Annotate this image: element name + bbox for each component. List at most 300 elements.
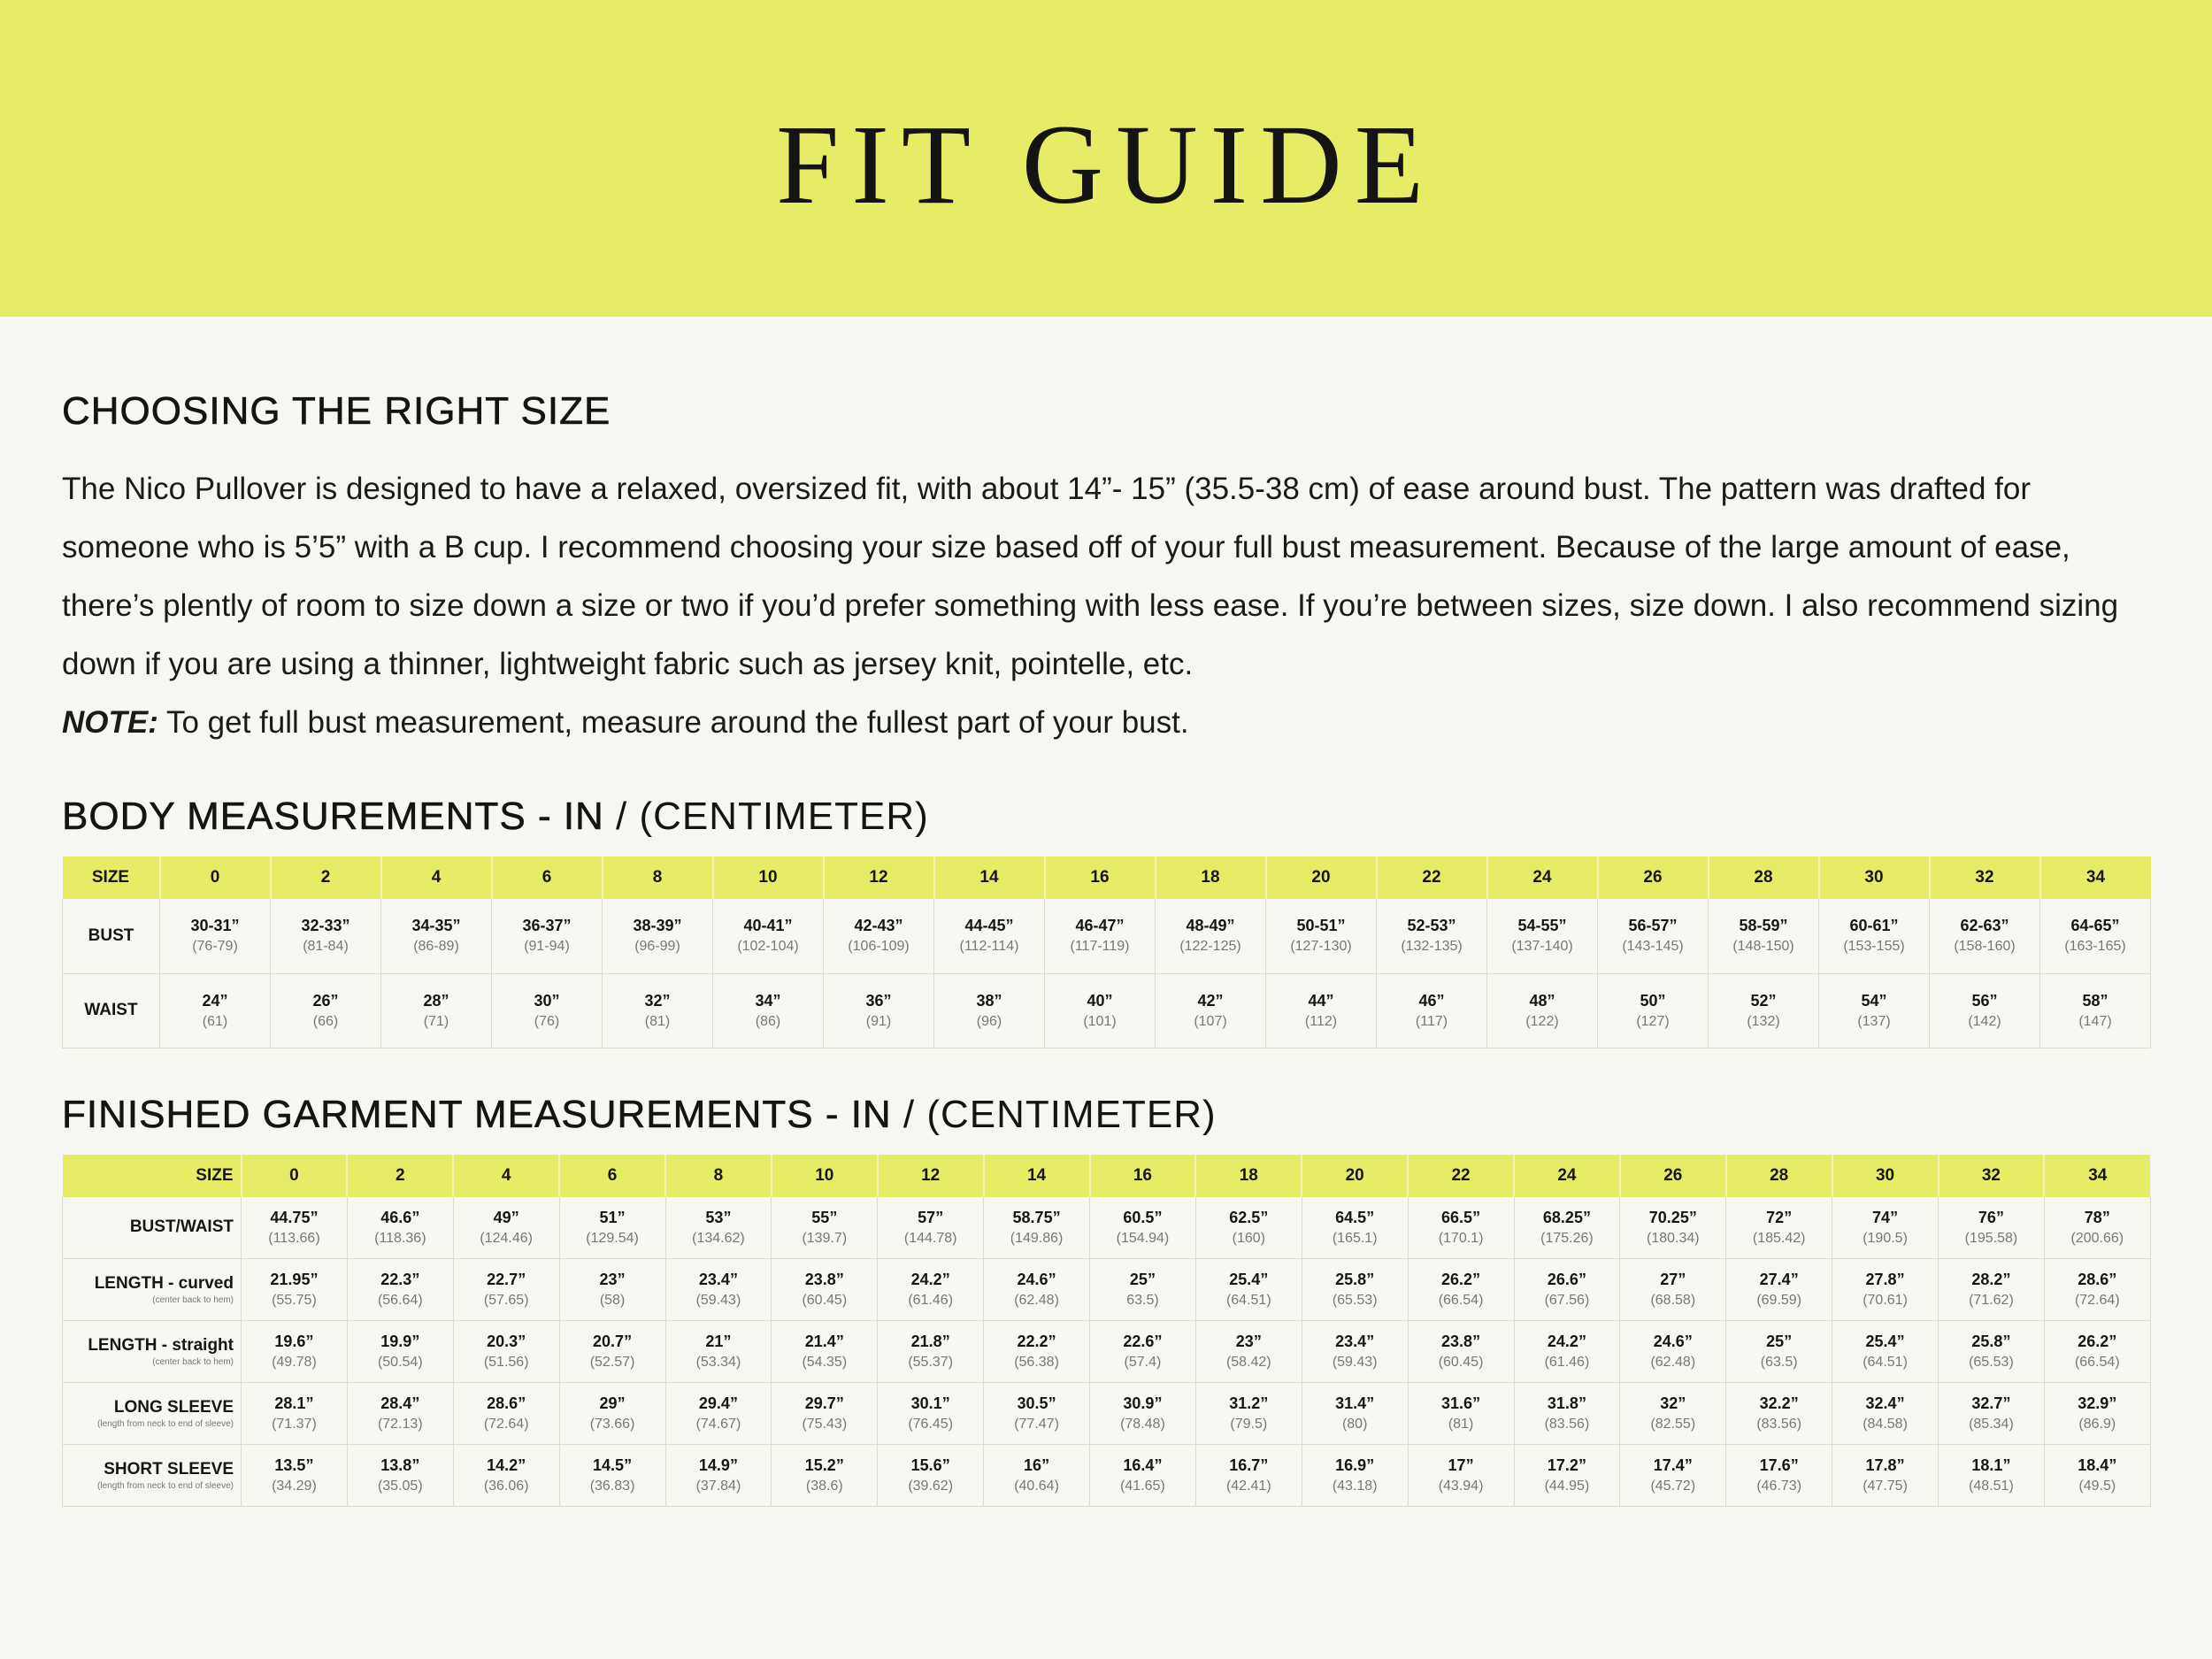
row-label xyxy=(63,1321,242,1383)
cm-value: (73.66) xyxy=(589,1417,635,1432)
cm-value: (112) xyxy=(1304,1013,1338,1029)
measurement-cell xyxy=(2040,973,2151,1048)
measurement-cell xyxy=(603,899,713,973)
size-column-header: 6 xyxy=(492,856,603,899)
cm-value: (56.38) xyxy=(1014,1355,1059,1370)
cm-value: (66) xyxy=(312,1013,339,1029)
cm-value: (82.55) xyxy=(1650,1417,1696,1432)
measurement-cell xyxy=(1195,1383,1302,1445)
measurement-cell xyxy=(1832,1383,1939,1445)
inch-value: 28.1” xyxy=(274,1394,314,1412)
table-row xyxy=(63,899,2151,973)
measurement-cell xyxy=(1930,899,2040,973)
cm-value: (122-125) xyxy=(1179,939,1241,955)
cm-value: (63.5) xyxy=(1760,1355,1798,1370)
size-column-header: 2 xyxy=(271,856,381,899)
inch-value: 58-59” xyxy=(1739,917,1788,935)
measurement-cell xyxy=(347,1321,453,1383)
measurement-cell xyxy=(772,1383,878,1445)
table-row xyxy=(63,1197,2151,1259)
measurement-cell xyxy=(1408,1383,1514,1445)
cm-value: (96-99) xyxy=(634,939,680,955)
inch-value: 30-31” xyxy=(190,917,240,935)
cm-value: (85.34) xyxy=(1969,1417,2014,1432)
cm-value: (58.42) xyxy=(1225,1355,1271,1370)
row-label-text: BUST/WAIST xyxy=(129,1217,234,1237)
cm-value: (76.45) xyxy=(908,1417,954,1432)
cm-value: (132-135) xyxy=(1401,939,1463,955)
inch-value: 16.4” xyxy=(1123,1456,1163,1474)
inch-value: 40-41” xyxy=(743,917,793,935)
inch-value: 25.4” xyxy=(1865,1333,1905,1350)
size-column-header: 2 xyxy=(347,1155,453,1197)
cm-value: (40.64) xyxy=(1014,1479,1059,1494)
measurement-cell xyxy=(1408,1197,1514,1259)
measurement-cell xyxy=(984,1383,1090,1445)
inch-value: 49” xyxy=(493,1208,519,1226)
inch-value: 57” xyxy=(918,1208,944,1226)
inch-value: 44-45” xyxy=(964,917,1014,935)
inch-value: 23.4” xyxy=(1335,1333,1375,1350)
inch-value: 17.6” xyxy=(1759,1456,1799,1474)
cm-value: (122) xyxy=(1525,1013,1559,1029)
inch-value: 31.4” xyxy=(1335,1394,1375,1412)
cm-value: (47.75) xyxy=(1863,1479,1908,1494)
measurement-cell xyxy=(347,1259,453,1321)
measurement-cell xyxy=(665,1383,772,1445)
note-label: NOTE: xyxy=(62,705,158,740)
inch-value: 25.8” xyxy=(1335,1271,1375,1288)
size-column-header: 30 xyxy=(1819,856,1930,899)
cm-value: (134.62) xyxy=(692,1230,745,1246)
inch-value: 34” xyxy=(755,991,781,1010)
measurement-cell xyxy=(1514,1321,1620,1383)
cm-value: (86) xyxy=(755,1013,781,1029)
measurement-cell xyxy=(242,1321,348,1383)
measurement-cell xyxy=(1090,1197,1196,1259)
cm-value: (113.66) xyxy=(268,1230,320,1246)
cm-value: (124.46) xyxy=(480,1230,533,1246)
cm-value: (144.78) xyxy=(903,1230,957,1246)
measurement-cell xyxy=(1195,1321,1302,1383)
inch-value: 42” xyxy=(1197,991,1224,1010)
cm-value: (62.48) xyxy=(1014,1293,1059,1308)
cm-value: (66.54) xyxy=(1438,1293,1484,1308)
inch-value: 23.4” xyxy=(698,1271,738,1288)
measurement-cell xyxy=(1156,899,1266,973)
garment-measurements-heading xyxy=(62,1093,2150,1137)
inch-value: 17.2” xyxy=(1547,1456,1586,1474)
inch-value: 23” xyxy=(599,1271,626,1288)
size-column-header: 8 xyxy=(665,1155,772,1197)
cm-value: (50.54) xyxy=(377,1355,423,1370)
measurement-cell xyxy=(1266,899,1377,973)
inch-value: 30.9” xyxy=(1123,1394,1163,1412)
inch-value: 26” xyxy=(312,991,339,1010)
measurement-cell xyxy=(453,1383,559,1445)
measurement-cell xyxy=(665,1445,772,1507)
cm-value: (81) xyxy=(1448,1417,1474,1432)
intro-heading: CHOOSING THE RIGHT SIZE xyxy=(62,389,611,433)
measurement-cell xyxy=(1726,1383,1832,1445)
inch-value: 32.4” xyxy=(1865,1394,1905,1412)
cm-value: (42.41) xyxy=(1225,1479,1271,1494)
inch-value: 53” xyxy=(705,1208,732,1226)
size-column-header: 34 xyxy=(2085,868,2106,887)
cm-value: (53.34) xyxy=(695,1355,741,1370)
measurement-cell xyxy=(492,899,603,973)
inch-value: 32” xyxy=(644,991,671,1010)
inch-value: 76” xyxy=(1978,1208,2004,1226)
cm-value: (34.29) xyxy=(272,1479,317,1494)
measurement-cell xyxy=(1377,973,1487,1048)
inch-value: 32.7” xyxy=(1971,1394,2011,1412)
cm-value: (37.84) xyxy=(695,1479,741,1494)
cm-value: (71.62) xyxy=(1969,1293,2014,1308)
measurement-cell xyxy=(1090,1321,1196,1383)
inch-value: 14.9” xyxy=(698,1456,738,1474)
measurement-cell xyxy=(1939,1321,2045,1383)
inch-value: 26.6” xyxy=(1547,1271,1586,1288)
garment-heading-bold: FINISHED GARMENT MEASUREMENTS - IN xyxy=(62,1092,892,1136)
cm-value: (56.64) xyxy=(377,1293,423,1308)
cm-value: (91-94) xyxy=(524,939,570,955)
measurement-cell xyxy=(1598,973,1709,1048)
garment-measurements-table xyxy=(62,1155,2151,1508)
cm-value: (137) xyxy=(1857,1013,1891,1029)
intro-body: The Nico Pullover is designed to have a relaxed, oversized fit, with about 14”- 15” (35.5-38 cm) of ease around bust. The pattern was drafted for someone who is 5’5” with a B cup. I recommend choosing your size based off of your full bust measurement. Because of the large amount of ease, there’s plently of room to size down a size or two if you’d prefer something with less ease. If you’re between sizes, size down. I also recommend sizing down if you are using a thinner, lightweight fabric such as jersey knit, pointelle, etc. xyxy=(62,472,2119,681)
measurement-cell xyxy=(492,973,603,1048)
inch-value: 25.4” xyxy=(1229,1271,1269,1288)
cm-value: (48.51) xyxy=(1969,1479,2014,1494)
inch-value: 17.4” xyxy=(1653,1456,1693,1474)
inch-value: 46-47” xyxy=(1075,917,1125,935)
garment-measurements-section xyxy=(62,1093,2150,1508)
cm-value: (165.1) xyxy=(1332,1230,1378,1246)
measurement-cell xyxy=(1939,1383,2045,1445)
measurement-cell xyxy=(878,1259,984,1321)
inch-value: 19.6” xyxy=(274,1333,314,1350)
cm-value: (61.46) xyxy=(908,1293,954,1308)
inch-value: 23.8” xyxy=(1441,1333,1481,1350)
cm-value: (57.65) xyxy=(483,1293,529,1308)
row-label-text: BUST xyxy=(88,926,134,945)
measurement-cell xyxy=(1514,1197,1620,1259)
inch-value: 30” xyxy=(534,991,560,1010)
cm-value: (149.86) xyxy=(1010,1230,1064,1246)
body-measurements-section xyxy=(62,795,2150,1048)
size-column-header: 16 xyxy=(1090,1155,1196,1197)
cm-value: (160) xyxy=(1232,1230,1265,1246)
table-row xyxy=(63,1259,2151,1321)
cm-value: (35.05) xyxy=(377,1479,423,1494)
cm-value: (45.72) xyxy=(1650,1479,1696,1494)
inch-value: 32-33” xyxy=(301,917,350,935)
intro-text xyxy=(62,460,2150,752)
measurement-cell xyxy=(347,1383,453,1445)
inch-value: 62-63” xyxy=(1960,917,2009,935)
measurement-cell xyxy=(1156,973,1266,1048)
measurement-cell xyxy=(1302,1259,1408,1321)
measurement-cell xyxy=(1090,1445,1196,1507)
inch-value: 24.6” xyxy=(1017,1271,1056,1288)
cm-value: (74.67) xyxy=(695,1417,741,1432)
cm-value: (60.45) xyxy=(1438,1355,1484,1370)
cm-value: (106-109) xyxy=(848,939,910,955)
size-column-header: 24 xyxy=(1514,1155,1620,1197)
cm-value: (83.56) xyxy=(1756,1417,1802,1432)
measurement-cell xyxy=(665,1197,772,1259)
cm-value: (80) xyxy=(1341,1417,1368,1432)
cm-value: (81-84) xyxy=(303,939,349,955)
measurement-cell xyxy=(1195,1445,1302,1507)
cm-value: (54.35) xyxy=(802,1355,848,1370)
inch-value: 21” xyxy=(705,1333,732,1350)
size-column-header: 30 xyxy=(1832,1155,1939,1197)
inch-value: 60.5” xyxy=(1123,1208,1163,1226)
cm-value: (175.26) xyxy=(1540,1230,1594,1246)
size-column-header: 0 xyxy=(242,1155,348,1197)
measurement-cell xyxy=(984,1197,1090,1259)
inch-value: 23” xyxy=(1235,1333,1262,1350)
measurement-cell xyxy=(453,1197,559,1259)
cm-value: 63.5) xyxy=(1126,1293,1159,1308)
measurement-cell xyxy=(772,1259,878,1321)
page-title: FIT GUIDE xyxy=(776,101,1436,227)
measurement-cell xyxy=(1832,1445,1939,1507)
measurement-cell xyxy=(984,1259,1090,1321)
inch-value: 20.7” xyxy=(593,1333,633,1350)
cm-value: (44.95) xyxy=(1544,1479,1590,1494)
inch-value: 25” xyxy=(1129,1271,1156,1288)
cm-value: (65.53) xyxy=(1332,1293,1378,1308)
row-label-text: LONG SLEEVE xyxy=(113,1398,234,1417)
inch-value: 14.5” xyxy=(593,1456,633,1474)
size-column-header: 20 xyxy=(1266,856,1377,899)
measurement-cell xyxy=(453,1445,559,1507)
size-column-header: 14 xyxy=(934,856,1045,899)
cm-value: (180.34) xyxy=(1647,1230,1700,1246)
measurement-cell xyxy=(984,1445,1090,1507)
inch-value: 24.6” xyxy=(1653,1333,1693,1350)
cm-value: (200.66) xyxy=(2070,1230,2124,1246)
measurement-cell xyxy=(2044,1383,2150,1445)
inch-value: 54-55” xyxy=(1517,917,1567,935)
measurement-cell xyxy=(381,973,492,1048)
measurement-cell xyxy=(2044,1445,2150,1507)
measurement-cell xyxy=(1620,1445,1726,1507)
size-column-header: 10 xyxy=(713,856,824,899)
measurement-cell xyxy=(772,1445,878,1507)
inch-value: 40” xyxy=(1087,991,1113,1010)
measurement-cell xyxy=(1819,899,1930,973)
measurement-cell xyxy=(453,1259,559,1321)
size-column-header: 0 xyxy=(160,856,271,899)
measurement-cell xyxy=(1726,1197,1832,1259)
inch-value: 27.8” xyxy=(1865,1271,1905,1288)
inch-value: 22.2” xyxy=(1017,1333,1056,1350)
inch-value: 29.7” xyxy=(804,1394,844,1412)
measurement-cell xyxy=(160,973,271,1048)
inch-value: 30.1” xyxy=(910,1394,950,1412)
measurement-cell xyxy=(1819,973,1930,1048)
row-label xyxy=(63,1197,242,1259)
inch-value: 46.6” xyxy=(380,1208,420,1226)
measurement-cell xyxy=(2044,1321,2150,1383)
cm-value: (52.57) xyxy=(589,1355,635,1370)
size-column-header: 12 xyxy=(824,856,934,899)
row-label xyxy=(63,973,160,1048)
inch-value: 56-57” xyxy=(1628,917,1678,935)
inch-value: 31.8” xyxy=(1547,1394,1586,1412)
cm-value: (96) xyxy=(976,1013,1002,1029)
cm-value: (127-130) xyxy=(1290,939,1352,955)
size-column-header: 20 xyxy=(1302,1155,1408,1197)
size-column-header: 32 xyxy=(1939,1155,2045,1197)
measurement-cell xyxy=(1408,1259,1514,1321)
inch-value: 34-35” xyxy=(411,917,461,935)
cm-value: (139.7) xyxy=(802,1230,848,1246)
measurement-cell xyxy=(824,899,934,973)
cm-value: (86.9) xyxy=(2078,1417,2116,1432)
cm-value: (39.62) xyxy=(908,1479,954,1494)
inch-value: 78” xyxy=(2084,1208,2110,1226)
inch-value: 22.6” xyxy=(1123,1333,1163,1350)
measurement-cell xyxy=(1939,1259,2045,1321)
inch-value: 29” xyxy=(599,1394,626,1412)
inch-value: 55” xyxy=(811,1208,838,1226)
measurement-cell xyxy=(1514,1445,1620,1507)
cm-value: (36.83) xyxy=(589,1479,635,1494)
measurement-cell xyxy=(878,1383,984,1445)
size-column-header: 22 xyxy=(1408,1155,1514,1197)
inch-value: 52” xyxy=(1750,991,1777,1010)
measurement-cell xyxy=(1832,1259,1939,1321)
size-column-header: 6 xyxy=(559,1155,665,1197)
size-column-header: 4 xyxy=(453,1155,559,1197)
inch-value: 58.75” xyxy=(1012,1208,1061,1226)
inch-value: 17.8” xyxy=(1865,1456,1905,1474)
size-column-header: 16 xyxy=(1045,856,1156,899)
cm-value: (62.48) xyxy=(1650,1355,1696,1370)
inch-value: 52-53” xyxy=(1407,917,1456,935)
row-label-text: LENGTH - curved xyxy=(94,1274,234,1293)
inch-value: 21.95” xyxy=(270,1271,319,1288)
inch-value: 62.5” xyxy=(1229,1208,1269,1226)
cm-value: (61) xyxy=(202,1013,228,1029)
measurement-cell xyxy=(772,1321,878,1383)
measurement-cell xyxy=(242,1197,348,1259)
inch-value: 38-39” xyxy=(633,917,682,935)
size-column-header: 18 xyxy=(1195,1155,1302,1197)
inch-value: 36-37” xyxy=(522,917,572,935)
measurement-cell xyxy=(347,1197,453,1259)
measurement-cell xyxy=(984,1321,1090,1383)
measurement-cell xyxy=(160,899,271,973)
inch-value: 64.5” xyxy=(1335,1208,1375,1226)
cm-value: (185.42) xyxy=(1752,1230,1806,1246)
measurement-cell xyxy=(1930,973,2040,1048)
inch-value: 56” xyxy=(1971,991,1998,1010)
row-label xyxy=(63,1383,242,1445)
cm-value: (51.56) xyxy=(483,1355,529,1370)
measurement-cell xyxy=(1266,973,1377,1048)
cm-value: (132) xyxy=(1747,1013,1780,1029)
measurement-cell xyxy=(878,1321,984,1383)
cm-value: (59.43) xyxy=(1332,1355,1378,1370)
cm-value: (71.37) xyxy=(272,1417,317,1432)
inch-value: 24” xyxy=(202,991,228,1010)
cm-value: (46.73) xyxy=(1756,1479,1802,1494)
cm-value: (69.59) xyxy=(1756,1293,1802,1308)
measurement-cell xyxy=(1408,1445,1514,1507)
measurement-cell xyxy=(1302,1197,1408,1259)
measurement-cell xyxy=(1726,1321,1832,1383)
cm-value: (142) xyxy=(1968,1013,2001,1029)
cm-value: (117) xyxy=(1415,1013,1448,1029)
inch-value: 26.2” xyxy=(2078,1333,2117,1350)
cm-value: (112-114) xyxy=(959,939,1019,955)
measurement-cell xyxy=(1408,1321,1514,1383)
table-row xyxy=(63,1445,2151,1507)
inch-value: 15.6” xyxy=(910,1456,950,1474)
cm-value: (67.56) xyxy=(1544,1293,1590,1308)
measurement-cell xyxy=(878,1197,984,1259)
measurement-cell xyxy=(1709,899,1819,973)
inch-value: 28.2” xyxy=(1971,1271,2011,1288)
row-label-note: (length from neck to end of sleeve) xyxy=(97,1481,234,1491)
inch-value: 32” xyxy=(1660,1394,1686,1412)
measurement-cell xyxy=(271,973,381,1048)
inch-value: 38” xyxy=(976,991,1002,1010)
inch-value: 25.8” xyxy=(1971,1333,2011,1350)
measurement-cell xyxy=(1726,1259,1832,1321)
cm-value: (170.1) xyxy=(1438,1230,1484,1246)
cm-value: (68.58) xyxy=(1650,1293,1696,1308)
measurement-cell xyxy=(1620,1259,1726,1321)
inch-value: 16.7” xyxy=(1229,1456,1269,1474)
inch-value: 64-65” xyxy=(2070,917,2120,935)
inch-value: 31.6” xyxy=(1441,1394,1481,1412)
cm-value: (117-119) xyxy=(1070,939,1130,955)
measurement-cell xyxy=(878,1445,984,1507)
measurement-cell xyxy=(1045,973,1156,1048)
inch-value: 32.9” xyxy=(2078,1394,2117,1412)
cm-value: (55.75) xyxy=(272,1293,317,1308)
inch-value: 21.4” xyxy=(804,1333,844,1350)
inch-value: 28” xyxy=(423,991,449,1010)
row-label xyxy=(63,1259,242,1321)
inch-value: 18.4” xyxy=(2078,1456,2117,1474)
size-column-header: 28 xyxy=(1709,856,1819,899)
cm-value: (70.61) xyxy=(1863,1293,1908,1308)
inch-value: 17” xyxy=(1448,1456,1474,1474)
inch-value: 19.9” xyxy=(380,1333,420,1350)
cm-value: (86-89) xyxy=(413,939,459,955)
table-row xyxy=(63,1383,2151,1445)
measurement-cell xyxy=(1939,1197,2045,1259)
inch-value: 60-61” xyxy=(1849,917,1899,935)
cm-value: (41.65) xyxy=(1120,1479,1165,1494)
cm-value: (190.5) xyxy=(1863,1230,1908,1246)
measurement-cell xyxy=(2044,1259,2150,1321)
note-text: To get full bust measurement, measure around the fullest part of your bust. xyxy=(157,705,1189,740)
inch-value: 15.2” xyxy=(804,1456,844,1474)
inch-value: 20.3” xyxy=(487,1333,526,1350)
cm-value: (55.37) xyxy=(908,1355,954,1370)
measurement-cell xyxy=(2044,1197,2150,1259)
measurement-cell xyxy=(772,1197,878,1259)
